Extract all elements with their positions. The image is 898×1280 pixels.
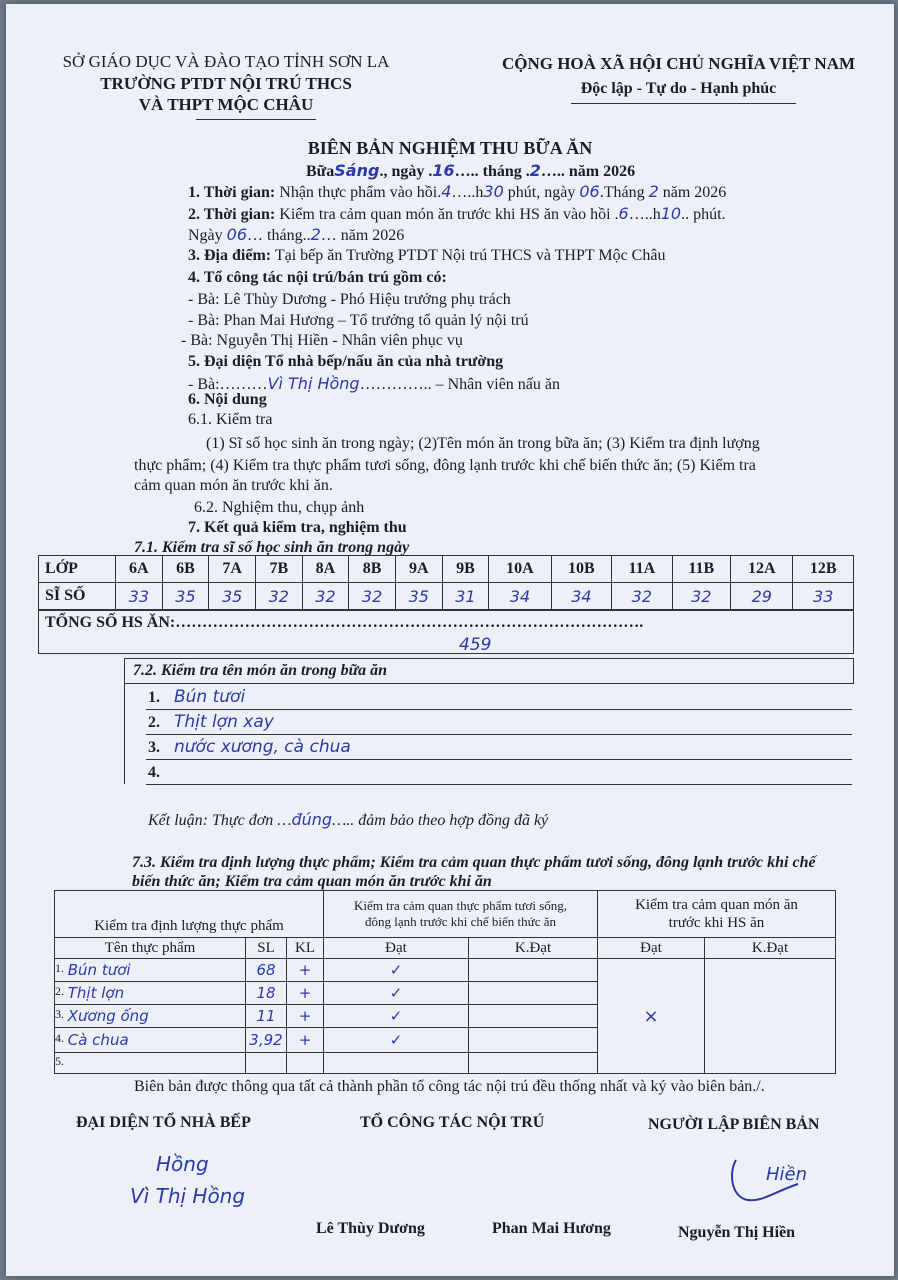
section-6-items-3: cảm quan món ăn trước khi ăn. (134, 477, 333, 494)
food-table-header-2 (55, 938, 836, 959)
dish-num-3: 3. (148, 739, 160, 756)
col-kl: KL (287, 938, 324, 959)
day-label: ., ngày . (379, 163, 433, 180)
section-1-text: Nhận thực phẩm vào hồi. (279, 184, 442, 201)
count-cell: 35 (162, 583, 209, 610)
count-cell: 33 (116, 583, 163, 610)
section-1-year: năm 2026 (662, 184, 727, 201)
dish-name-2: Thịt lợn xay (174, 712, 274, 732)
fresh-header (324, 891, 598, 938)
food-name-cell (55, 1005, 246, 1028)
food-num: 1. (55, 960, 64, 975)
member-2: - Bà: Phan Mai Hương – Tổ trưởng tổ quản lý nội trú (188, 312, 529, 329)
food-kl: + (287, 982, 324, 1005)
section-1-day-label: phút, ngày (507, 184, 576, 201)
col-name: Tên thực phẩm (55, 938, 246, 959)
check-minute: 10 (660, 204, 682, 223)
receive-hour: 4 (441, 182, 452, 201)
food-fail (469, 1028, 598, 1053)
sensory-fail (705, 959, 836, 1074)
conclusion-value: đúng (291, 810, 333, 829)
check-hour: 6 (618, 204, 629, 223)
section-3 (188, 247, 665, 265)
dish-num-4: 4. (148, 764, 160, 781)
count-row (39, 583, 854, 610)
document-page (6, 4, 894, 1276)
section-2-day-label: Ngày (188, 227, 223, 244)
count-cell: 33 (793, 583, 854, 610)
section-6-1: 6.1. Kiểm tra (188, 411, 273, 428)
count-cell: 35 (209, 583, 256, 610)
section-2-minute-label: .. phút. (681, 206, 726, 223)
author-title: NGƯỜI LẬP BIÊN BẢN (648, 1116, 820, 1133)
section-1-label: 1. Thời gian: (188, 184, 276, 201)
food-pass (324, 1053, 469, 1074)
food-table-header-1 (55, 891, 836, 938)
section-2-h: …..h (628, 206, 661, 223)
food-sl: 11 (246, 1005, 287, 1028)
section-4-label: 4. Tổ công tác nội trú/bán trú gồm có: (188, 269, 447, 286)
section-7-2: 7.2. Kiểm tra tên món ăn trong bữa ăn (133, 662, 388, 679)
section-2-label: 2. Thời gian: (188, 206, 276, 223)
food-num: 5. (55, 1053, 64, 1068)
fresh-header-line2: đông lạnh trước khi chế biến thức ăn (365, 914, 556, 929)
food-kl: + (287, 959, 324, 982)
meal-value: Sáng (334, 161, 380, 180)
food-kl: + (287, 1005, 324, 1028)
check-month: 2 (310, 225, 321, 244)
department-name: SỞ GIÁO DỤC VÀ ĐÀO TẠO TỈNH SƠN LA (62, 52, 390, 71)
section-1-month-label: .Tháng (599, 184, 645, 201)
col-pass-2: Đạt (598, 938, 705, 959)
food-name: Xương ống (67, 1006, 149, 1025)
motto: Độc lập - Tự do - Hạnh phúc (580, 80, 777, 97)
class-cell: 10A (489, 556, 551, 583)
sensory-header (598, 891, 836, 938)
class-cell: 11A (612, 556, 672, 583)
header-right-rule (571, 103, 796, 104)
total-value: 459 (459, 635, 492, 655)
author-signature: Hiền (766, 1164, 808, 1185)
col-fail: K.Đạt (469, 938, 598, 959)
receive-month: 2 (648, 182, 659, 201)
food-kl (287, 1053, 324, 1074)
count-cell: 35 (395, 583, 442, 610)
class-cell: 9B (442, 556, 489, 583)
class-cell: 8B (349, 556, 396, 583)
team-member-1: Lê Thùy Dương (316, 1220, 425, 1237)
food-name-cell (55, 982, 246, 1005)
count-cell: 31 (442, 583, 489, 610)
food-sl (246, 1053, 287, 1074)
section-6-items-1: (1) Sĩ số học sinh ăn trong ngày; (2)Tên món ăn trong bữa ăn; (3) Kiểm tra định lượng (206, 435, 760, 452)
food-name-cell (55, 1028, 246, 1053)
class-cell: 7B (255, 556, 302, 583)
section-2-date (188, 225, 404, 245)
food-fail (469, 982, 598, 1005)
section-2 (188, 204, 726, 224)
dish-line-1 (146, 709, 852, 710)
section-6-label: 6. Nội dung (188, 391, 267, 408)
class-cell: 6B (162, 556, 209, 583)
receive-minute: 30 (483, 182, 504, 201)
food-pass: ✓ (324, 1028, 469, 1053)
section-6-2: 6.2. Nghiệm thu, chụp ảnh (194, 499, 365, 516)
class-cell: 9A (395, 556, 442, 583)
section-5-prefix: - Bà:……… (188, 376, 268, 393)
section-5-label: 5. Đại diện Tổ nhà bếp/nấu ăn của nhà trường (188, 353, 504, 370)
year-label: ….. năm 2026 (540, 163, 636, 180)
conclusion (148, 810, 548, 830)
food-fail (469, 959, 598, 982)
author-signature-stroke (722, 1154, 812, 1209)
section-7-label: 7. Kết quả kiểm tra, nghiệm thu (188, 519, 407, 536)
col-fail-2: K.Đạt (705, 938, 836, 959)
food-num: 4. (55, 1030, 64, 1045)
dish-num-1: 1. (148, 689, 160, 706)
count-row-label: SĨ SỐ (39, 583, 116, 610)
month-label: ….. tháng . (454, 163, 530, 180)
dish-section-box (124, 658, 854, 684)
day-value: 16 (432, 161, 455, 180)
document-title: BIÊN BẢN NGHIỆM THU BỮA ĂN (307, 138, 593, 158)
col-pass: Đạt (324, 938, 469, 959)
meal-label: Bữa (306, 163, 335, 180)
food-fail (469, 1005, 598, 1028)
dish-line-4 (146, 784, 852, 785)
food-kl: + (287, 1028, 324, 1053)
section-7-3-line1: 7.3. Kiểm tra định lượng thực phẩm; Kiểm tra cảm quan thực phẩm tươi sống, đông lạnh trước khi chế (132, 854, 816, 871)
class-cell: 8A (302, 556, 349, 583)
section-7-1: 7.1. Kiểm tra sĩ số học sinh ăn trong ngày (134, 539, 410, 556)
section-7-3-line2: biến thức ăn; Kiểm tra cảm quan món ăn trước khi ăn (132, 873, 492, 890)
header-left-rule (196, 119, 316, 120)
col-sl: SL (246, 938, 287, 959)
food-pass: ✓ (324, 982, 469, 1005)
class-cell: 12B (793, 556, 854, 583)
food-name: Bún tươi (67, 960, 131, 979)
food-sl: 3,92 (246, 1028, 287, 1053)
food-sl: 68 (246, 959, 287, 982)
food-name-cell (55, 959, 246, 982)
food-sl: 18 (246, 982, 287, 1005)
food-num: 2. (55, 983, 64, 998)
count-cell: 32 (672, 583, 731, 610)
dish-name-1: Bún tươi (174, 687, 246, 707)
section-3-label: 3. Địa điểm: (188, 247, 272, 264)
total-label: TỔNG SỐ HS ĂN:……………………………………………………………………………. (45, 614, 644, 631)
total-box (38, 610, 854, 654)
food-num: 3. (55, 1006, 64, 1021)
food-check-table (54, 890, 836, 1074)
section-1 (188, 182, 726, 202)
fresh-header-line1: Kiểm tra cảm quan thực phẩm tươi sống, (353, 898, 568, 913)
section-6-items-2: thực phẩm; (4) Kiểm tra thực phẩm tươi sống, đông lạnh trước khi chế biến thức ăn; (5) Kiểm tra (134, 457, 756, 474)
conclusion-suffix: ….. đảm bảo theo hợp đồng đã ký (332, 812, 549, 829)
receive-day: 06 (579, 182, 600, 201)
dish-left-border (124, 682, 125, 784)
dish-num-2: 2. (148, 714, 160, 731)
kitchen-signature-name: Vì Thị Hồng (130, 1184, 246, 1208)
class-row-label: LỚP (39, 556, 116, 583)
class-cell: 11B (672, 556, 731, 583)
meal-line (306, 161, 635, 181)
dish-name-3: nước xương, cà chua (174, 737, 351, 757)
food-name: Thịt lợn (67, 983, 125, 1002)
team-member-2: Phan Mai Hương (492, 1220, 611, 1237)
student-count-table (38, 555, 854, 610)
school-name-line1: TRƯỜNG PTDT NỘI TRÚ THCS (100, 74, 352, 93)
dish-line-2 (146, 734, 852, 735)
section-2-text: Kiểm tra cảm quan món ăn trước khi HS ăn vào hồi . (279, 206, 619, 223)
section-2-year: … năm 2026 (320, 227, 405, 244)
count-cell: 34 (551, 583, 611, 610)
conclusion-prefix: Kết luận: Thực đơn … (148, 812, 292, 829)
nation-title: CỘNG HOÀ XÃ HỘI CHỦ NGHĨA VIỆT NAM (501, 54, 856, 73)
month-value: 2 (529, 161, 541, 180)
food-name: Cà chua (67, 1030, 129, 1049)
section-5-suffix: ………….. – Nhân viên nấu ăn (359, 376, 560, 393)
count-cell: 29 (731, 583, 793, 610)
count-cell: 32 (612, 583, 672, 610)
food-name-cell (55, 1053, 246, 1074)
class-cell: 12A (731, 556, 793, 583)
food-pass: ✓ (324, 1005, 469, 1028)
class-cell: 6A (116, 556, 163, 583)
section-1-h: …..h (451, 184, 484, 201)
closing-statement: Biên bản được thông qua tất cả thành phần tổ công tác nội trú đều thống nhất và ký vào biên bản./. (134, 1078, 765, 1095)
class-cell: 10B (551, 556, 611, 583)
section-2-month-label: … tháng.. (247, 227, 311, 244)
check-day: 06 (226, 225, 248, 244)
count-cell: 32 (255, 583, 302, 610)
count-cell: 32 (349, 583, 396, 610)
school-name-line2: VÀ THPT MỘC CHÂU (138, 95, 314, 114)
count-cell: 32 (302, 583, 349, 610)
count-cell: 34 (489, 583, 551, 610)
food-fail (469, 1053, 598, 1074)
sensory-header-line1: Kiểm tra cảm quan món ăn (635, 897, 798, 913)
quantity-header: Kiểm tra định lượng thực phẩm (55, 891, 324, 938)
sensory-header-line2: trước khi HS ăn (668, 915, 765, 931)
cook-name: Vì Thị Hồng (267, 374, 360, 393)
kitchen-rep-title: ĐẠI DIỆN TỔ NHÀ BẾP (76, 1114, 251, 1131)
kitchen-signature: Hồng (156, 1152, 209, 1176)
section-3-text: Tại bếp ăn Trường PTDT Nội trú THCS và THPT Mộc Châu (274, 247, 666, 264)
class-cell: 7A (209, 556, 256, 583)
team-title: TỔ CÔNG TÁC NỘI TRÚ (360, 1114, 545, 1131)
class-row (39, 556, 854, 583)
sensory-pass-mark: × (598, 959, 705, 1074)
author-name: Nguyễn Thị Hiền (678, 1224, 796, 1241)
food-pass: ✓ (324, 959, 469, 982)
member-3: - Bà: Nguyễn Thị Hiền - Nhân viên phục vụ (181, 332, 463, 349)
dish-line-3 (146, 759, 852, 760)
food-row (55, 959, 836, 982)
member-1: - Bà: Lê Thùy Dương - Phó Hiệu trưởng phụ trách (188, 291, 511, 308)
